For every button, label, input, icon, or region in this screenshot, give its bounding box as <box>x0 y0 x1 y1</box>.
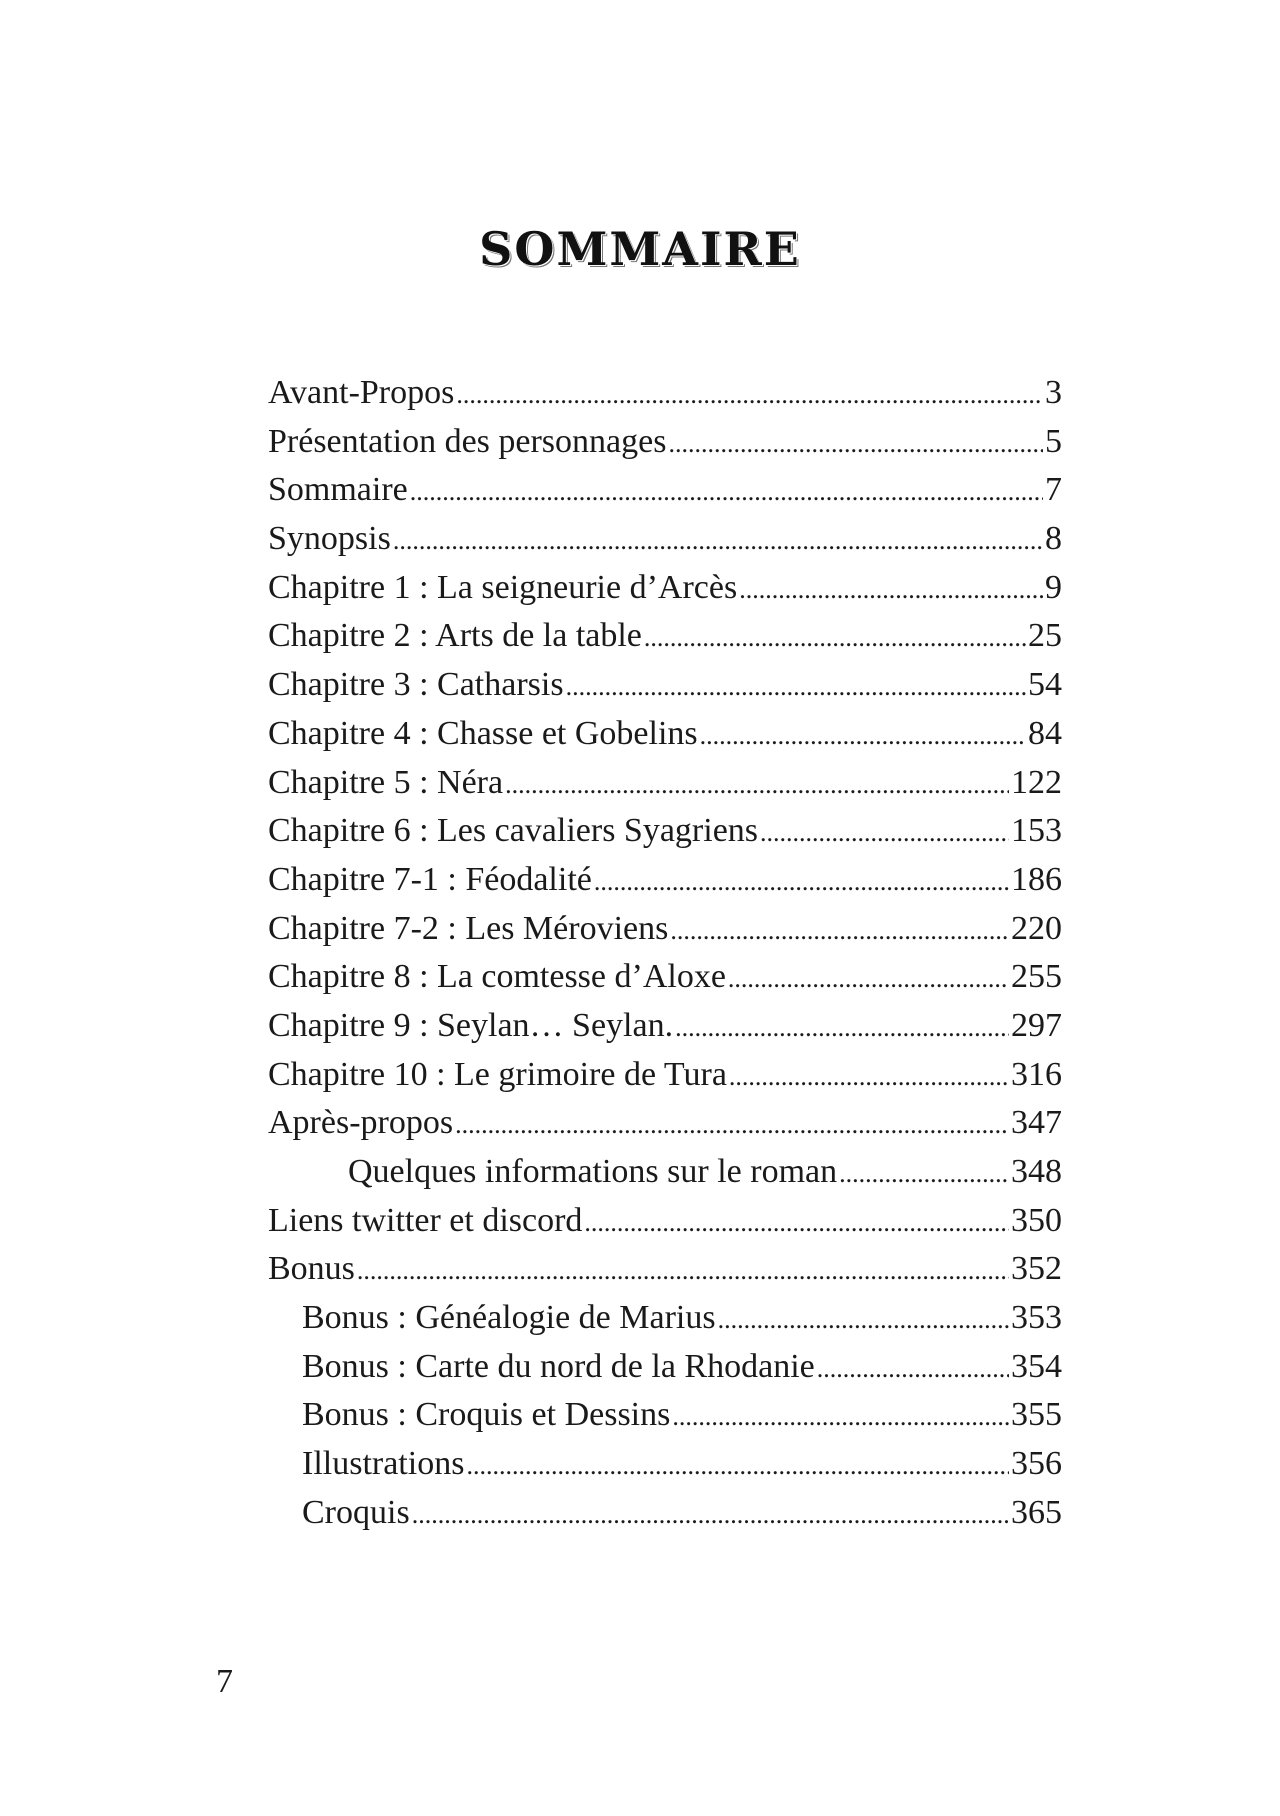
toc-dot-leader <box>456 371 1043 420</box>
toc-entry-page: 122 <box>1011 763 1062 801</box>
toc-entry-label: Chapitre 4 : Chasse et Gobelins <box>268 714 698 752</box>
toc-entry-page: 220 <box>1011 909 1062 947</box>
toc-entry-label: Chapitre 6 : Les cavaliers Syagriens <box>268 812 759 850</box>
toc-entry-page: 153 <box>1011 812 1062 850</box>
toc-entry-page: 7 <box>1045 471 1062 509</box>
toc-dot-leader <box>357 1247 1009 1296</box>
toc-entry-page: 348 <box>1011 1153 1062 1190</box>
toc-entry-page: 5 <box>1045 422 1062 460</box>
toc-dot-leader <box>412 1491 1009 1540</box>
toc-entry[interactable] <box>268 759 1062 808</box>
toc-entry[interactable] <box>268 1391 1062 1440</box>
toc-entry[interactable] <box>268 1343 1062 1392</box>
toc-entry-page: 3 <box>1045 374 1062 411</box>
toc-entry-page: 8 <box>1045 520 1062 558</box>
toc-entry-label: Bonus : Généalogie de Marius <box>302 1299 716 1337</box>
toc-entry-label: Synopsis <box>268 520 391 558</box>
toc-dot-leader <box>566 663 1026 712</box>
toc-entry[interactable] <box>268 905 1062 954</box>
toc-dot-leader <box>700 712 1026 761</box>
toc-entry-page: 316 <box>1011 1055 1062 1093</box>
toc-dot-leader <box>668 420 1043 469</box>
toc-dot-leader <box>760 809 1009 858</box>
toc-entry[interactable] <box>268 953 1062 1002</box>
toc-entry-label: Bonus <box>268 1250 355 1288</box>
toc-dot-leader <box>672 1393 1009 1442</box>
toc-entry[interactable] <box>268 1294 1062 1343</box>
toc-entry[interactable] <box>268 1051 1062 1100</box>
toc-entry-page: 84 <box>1028 714 1062 752</box>
toc-entry-label: Chapitre 9 : Seylan… Seylan. <box>268 1006 674 1044</box>
toc-entry-label: Chapitre 1 : La seigneurie d’Arcès <box>268 568 738 606</box>
toc-entry-label: Chapitre 3 : Catharsis <box>268 666 564 704</box>
toc-entry-page: 255 <box>1011 958 1062 996</box>
toc-dot-leader <box>739 566 1043 615</box>
toc-entry[interactable] <box>268 807 1062 856</box>
toc-entry-page: 354 <box>1011 1347 1062 1385</box>
toc-entry-page: 365 <box>1011 1493 1062 1531</box>
toc-dot-leader <box>817 1345 1009 1394</box>
toc-entry[interactable] <box>268 418 1062 467</box>
toc-entry-page: 297 <box>1011 1006 1062 1044</box>
toc-entry-page: 352 <box>1011 1250 1062 1288</box>
table-of-contents <box>268 369 1062 1538</box>
toc-entry[interactable] <box>268 564 1062 613</box>
toc-dot-leader <box>729 1053 1009 1102</box>
toc-entry-page: 9 <box>1045 568 1062 606</box>
toc-dot-leader <box>675 1004 1009 1053</box>
toc-entry[interactable] <box>268 856 1062 905</box>
toc-entry[interactable] <box>268 1245 1062 1294</box>
toc-entry-page: 54 <box>1028 666 1062 704</box>
toc-entry-label: Après-propos <box>268 1104 454 1142</box>
toc-dot-leader <box>584 1199 1009 1248</box>
toc-entry-label: Chapitre 7-1 : Féodalité <box>268 860 592 898</box>
toc-entry[interactable] <box>268 369 1062 418</box>
toc-entry[interactable] <box>268 1148 1062 1197</box>
toc-entry-label: Chapitre 5 : Néra <box>268 763 504 801</box>
toc-entry[interactable] <box>268 1002 1062 1051</box>
toc-entry-page: 356 <box>1011 1445 1062 1483</box>
toc-entry[interactable] <box>268 1440 1062 1489</box>
toc-entry-label: Bonus : Croquis et Dessins <box>302 1396 671 1434</box>
toc-entry-label: Chapitre 10 : Le grimoire de Tura <box>268 1055 727 1093</box>
toc-entry[interactable] <box>268 1099 1062 1148</box>
toc-dot-leader <box>670 907 1009 956</box>
toc-entry[interactable] <box>268 515 1062 564</box>
toc-entry-label: Présentation des personnages <box>268 422 667 460</box>
toc-entry-label: Chapitre 2 : Arts de la table <box>268 617 642 655</box>
toc-dot-leader <box>410 468 1043 517</box>
toc-entry-label: Chapitre 8 : La comtesse d’Aloxe <box>268 958 726 996</box>
toc-entry[interactable] <box>268 466 1062 515</box>
toc-dot-leader <box>839 1150 1009 1199</box>
toc-entry-label: Avant-Propos <box>268 374 455 411</box>
toc-dot-leader <box>466 1442 1009 1491</box>
toc-entry[interactable] <box>268 710 1062 759</box>
toc-dot-leader <box>644 614 1026 663</box>
toc-entry[interactable] <box>268 661 1062 710</box>
toc-entry-page: 347 <box>1011 1104 1062 1142</box>
toc-entry-label: Quelques informations sur le roman <box>348 1153 838 1190</box>
toc-entry-label: Bonus : Carte du nord de la Rhodanie <box>302 1347 815 1385</box>
toc-dot-leader <box>728 955 1009 1004</box>
page-number: 7 <box>216 1663 233 1700</box>
toc-dot-leader <box>505 761 1009 810</box>
toc-dot-leader <box>455 1101 1009 1150</box>
toc-entry-label: Sommaire <box>268 471 408 509</box>
toc-entry[interactable] <box>268 612 1062 661</box>
toc-entry-page: 353 <box>1011 1299 1062 1337</box>
toc-entry-label: Liens twitter et discord <box>268 1201 583 1239</box>
page-title: SOMMAIRE <box>479 222 801 276</box>
toc-entry-page: 25 <box>1028 617 1062 655</box>
toc-dot-leader <box>393 517 1043 566</box>
toc-entry[interactable] <box>268 1197 1062 1246</box>
toc-entry-label: Illustrations <box>302 1445 465 1483</box>
toc-dot-leader <box>594 858 1009 907</box>
toc-entry[interactable] <box>268 1489 1062 1538</box>
toc-entry-page: 350 <box>1011 1201 1062 1239</box>
toc-entry-label: Chapitre 7-2 : Les Méroviens <box>268 909 669 947</box>
toc-entry-page: 355 <box>1011 1396 1062 1434</box>
toc-entry-page: 186 <box>1011 860 1062 898</box>
toc-dot-leader <box>718 1296 1009 1345</box>
toc-entry-label: Croquis <box>302 1493 410 1531</box>
